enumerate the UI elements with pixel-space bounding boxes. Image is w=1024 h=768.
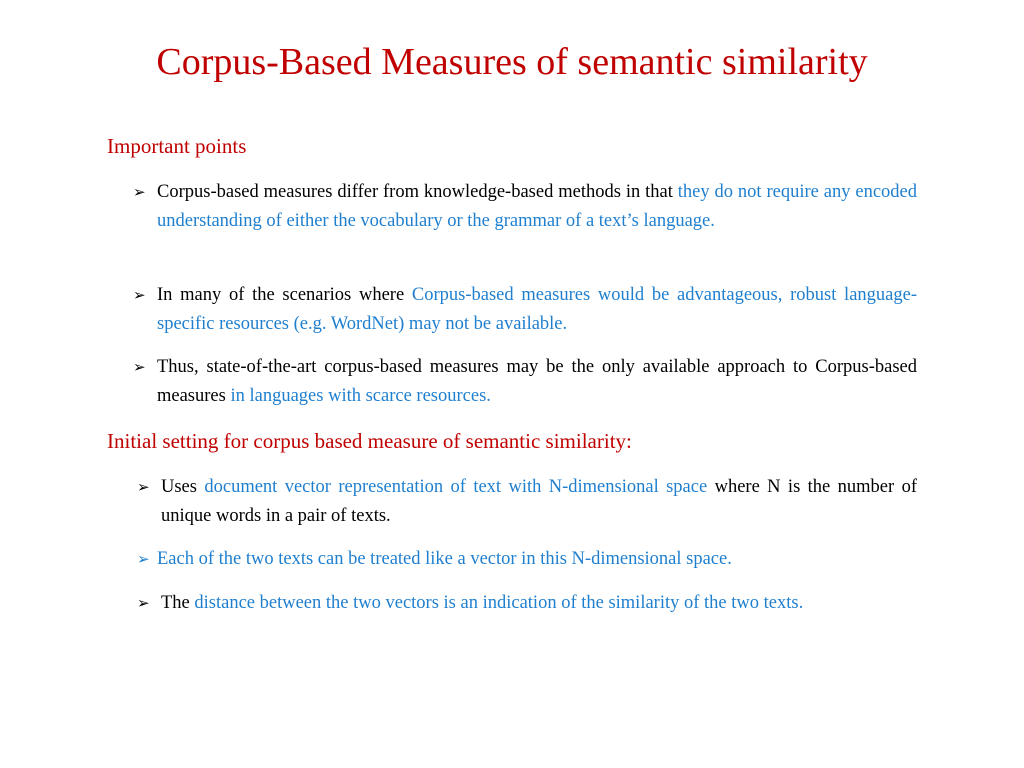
bullet-highlight-text: Each of the two texts can be treated like a vector in this N-dimensional space.: [157, 549, 732, 569]
bullet-text: [161, 589, 917, 618]
bullet-item: [137, 545, 917, 574]
bullet-item: [137, 473, 917, 531]
arrowhead-bullet-icon: ➢: [137, 594, 150, 612]
arrowhead-bullet-icon: ➢: [133, 358, 146, 376]
arrowhead-bullet-icon: ➢: [137, 478, 150, 496]
section-heading-important-points: Important points: [107, 134, 247, 158]
bullet-item: [137, 589, 917, 618]
bullet-highlight-text: document vector representation of text with N-dimensional space: [204, 477, 708, 497]
bullet-text: [157, 178, 917, 236]
bullet-text: [157, 281, 917, 339]
bullet-text: [157, 545, 917, 574]
bullet-highlight-text: Corpus-based measures would be advantageous, robust language-specific resources (e.g. WordNet) may not be available.: [157, 285, 917, 334]
bullet-highlight-text: in languages with scarce resources.: [230, 386, 491, 406]
bullet-plain-text: Thus, state-of-the-art corpus-based measures may be the only available approach to Corpus-based measures: [157, 357, 917, 406]
bullet-text: [157, 353, 917, 411]
bullet-highlight-text: they do not require any encoded understanding of either the vocabulary or the grammar of a text’s language.: [157, 182, 917, 231]
bullet-plain-text: In many of the scenarios where: [157, 285, 412, 305]
bullet-plain-text: Corpus-based measures differ from knowledge-based methods in that: [157, 182, 678, 202]
bullet-highlight-text: distance between the two vectors is an indication of the similarity of the two texts.: [194, 593, 804, 613]
bullet-tail-text: where N is the number of unique words in a pair of texts.: [161, 477, 917, 526]
section-heading-initial-setting: Initial setting for corpus based measure of semantic similarity:: [107, 429, 632, 453]
arrowhead-bullet-icon: ➢: [133, 183, 146, 201]
bullet-item: [133, 281, 917, 339]
arrowhead-bullet-icon: ➢: [137, 550, 150, 568]
slide-title: Corpus-Based Measures of semantic similarity: [156, 41, 868, 83]
bullet-item: [133, 178, 917, 236]
bullet-item: [133, 353, 917, 411]
bullet-text: [161, 473, 917, 531]
bullet-plain-text: The: [161, 593, 195, 613]
arrowhead-bullet-icon: ➢: [133, 286, 146, 304]
bullet-plain-text: Uses: [161, 477, 205, 497]
